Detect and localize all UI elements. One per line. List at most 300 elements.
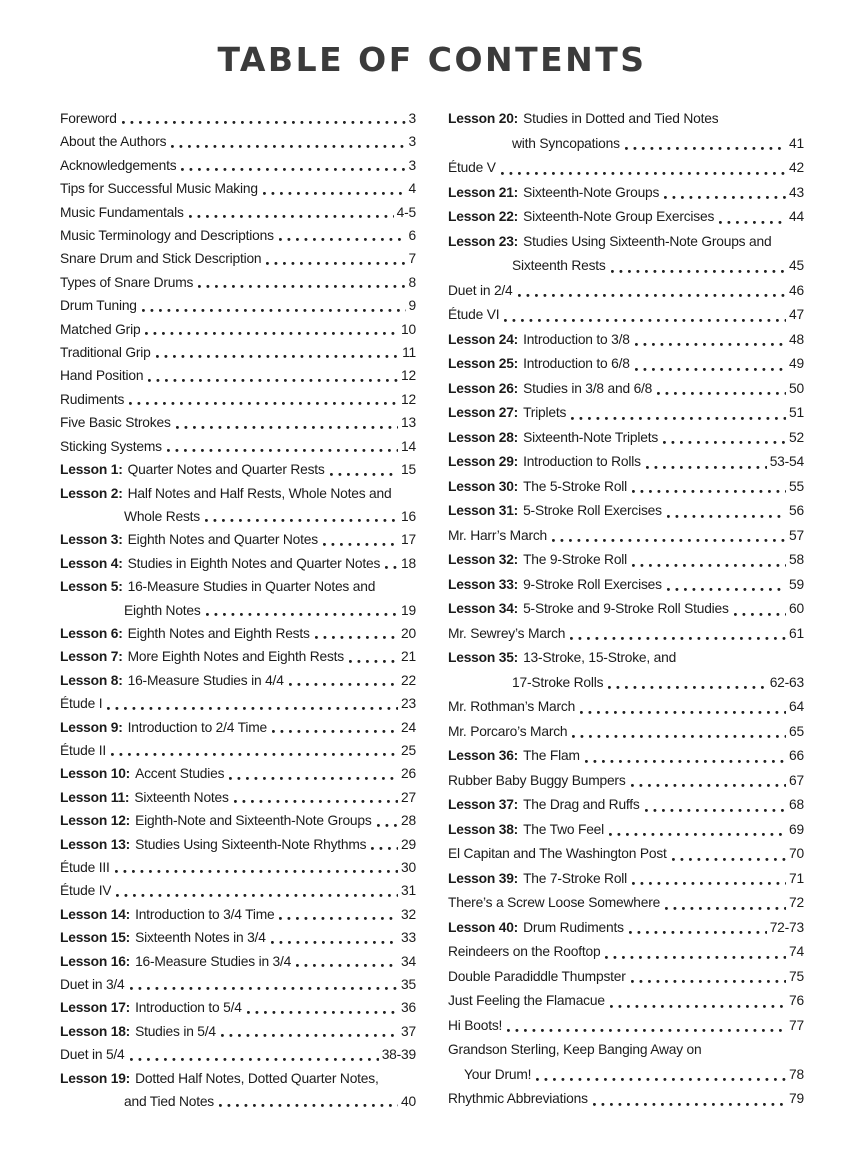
lesson-label: Lesson 6: — [60, 625, 123, 641]
toc-entry-line — [448, 450, 804, 475]
toc-entry — [60, 645, 416, 668]
lesson-label: Lesson 40: — [448, 919, 519, 935]
toc-entry — [60, 388, 416, 411]
page-number: 79 — [789, 1091, 804, 1106]
toc-entry-line — [448, 401, 804, 426]
page-number: 74 — [789, 944, 804, 959]
toc-entry — [448, 720, 804, 745]
dot-leader — [571, 417, 786, 420]
page-number: 70 — [789, 846, 804, 861]
toc-entry — [60, 575, 416, 622]
entry-title: 9-Stroke Roll Exercises — [523, 576, 662, 592]
page-number: 10 — [401, 321, 416, 337]
toc-entry — [448, 279, 804, 304]
entry-title: Introduction to 5/4 — [135, 1000, 242, 1016]
page-number: 30 — [401, 860, 416, 875]
dot-leader — [176, 426, 398, 429]
lesson-label: Lesson 18: — [60, 1023, 131, 1039]
page-number: 16 — [401, 508, 416, 524]
toc-entry-line — [448, 524, 804, 549]
dot-leader — [504, 319, 786, 322]
page-number: 11 — [402, 345, 416, 361]
dot-leader — [279, 917, 398, 920]
entry-title: Introduction to Rolls — [523, 454, 641, 469]
toc-entry — [60, 856, 416, 879]
toc-entry-line — [60, 224, 416, 247]
lesson-label: Lesson 17: — [60, 1000, 131, 1016]
dot-leader — [115, 870, 398, 873]
lesson-label: Lesson 36: — [448, 748, 519, 763]
toc-entry — [448, 499, 804, 524]
dot-leader — [145, 332, 398, 335]
dot-leader — [234, 800, 398, 803]
toc-entry — [60, 271, 416, 294]
entry-title: 16-Measure Studies in 3/4 — [135, 953, 292, 969]
dot-leader — [507, 1029, 786, 1032]
toc-entry — [448, 573, 804, 598]
entry-title: Types of Snare Drums — [60, 274, 194, 290]
toc-entry-line — [60, 903, 416, 926]
page-number: 48 — [789, 331, 804, 347]
page-number: 31 — [401, 883, 416, 899]
entry-title: Studies in Eighth Notes and Quarter Notes — [127, 555, 381, 571]
toc-entry-line — [60, 107, 416, 130]
toc-column-right — [448, 107, 804, 1113]
entry-title: Mr. Sewrey’s March — [448, 625, 566, 641]
toc-entry-line — [448, 230, 804, 255]
entry-title: Studies in 3/8 and 6/8 — [523, 380, 653, 396]
dot-leader — [632, 490, 786, 493]
page-number: 71 — [789, 870, 804, 886]
toc-entry-line — [448, 646, 804, 671]
dot-leader — [665, 907, 786, 910]
toc-entry-line — [60, 926, 416, 949]
toc-entry — [60, 1067, 416, 1114]
toc-entry-line — [448, 720, 804, 745]
toc-entry — [60, 716, 416, 739]
dot-leader — [635, 343, 786, 346]
entry-title: More Eighth Notes and Eighth Rests — [127, 649, 344, 665]
entry-title: Studies in Dotted and Tied Notes — [523, 111, 719, 126]
toc-entry-line — [448, 818, 804, 843]
page-number: 22 — [401, 672, 416, 688]
dot-leader — [572, 735, 786, 738]
toc-entry — [448, 940, 804, 965]
entry-title: Grandson Sterling, Keep Banging Away on — [448, 1042, 702, 1057]
entry-title: Traditional Grip — [60, 345, 151, 361]
toc-entry-continuation — [60, 1090, 416, 1113]
toc-entry-line — [448, 769, 804, 794]
dot-leader — [122, 121, 406, 124]
dot-leader — [206, 613, 398, 616]
dot-leader — [719, 221, 786, 224]
lesson-label: Lesson 3: — [60, 532, 123, 548]
lesson-label: Lesson 21: — [448, 184, 519, 200]
dot-leader — [130, 987, 399, 990]
toc-entry — [60, 926, 416, 949]
lesson-label: Lesson 24: — [448, 331, 519, 347]
lesson-label: Lesson 34: — [448, 601, 519, 616]
toc-entry — [448, 769, 804, 794]
entry-title: Mr. Porcaro’s March — [448, 723, 568, 739]
toc-entry — [448, 107, 804, 156]
entry-title: El Capitan and The Washington Post — [448, 846, 667, 861]
dot-leader — [667, 588, 786, 591]
entry-title: The Drag and Ruffs — [523, 797, 640, 812]
toc-entry-line — [448, 622, 804, 647]
dot-leader — [611, 270, 786, 273]
entry-title: Rudiments — [60, 391, 125, 407]
page-number: 75 — [789, 968, 804, 984]
toc-entry-line — [60, 973, 416, 996]
page-number: 37 — [401, 1023, 416, 1039]
dot-leader — [625, 147, 786, 150]
toc-entry-continuation — [448, 254, 804, 279]
page-number: 78 — [789, 1066, 804, 1082]
dot-leader — [536, 1078, 786, 1081]
entry-title: Drum Rudiments — [523, 919, 624, 935]
entry-title: Studies in 5/4 — [135, 1023, 216, 1039]
toc-entry — [448, 1087, 804, 1112]
dot-leader — [156, 355, 399, 358]
toc-entry-line — [60, 786, 416, 809]
toc-entry-line — [60, 833, 416, 856]
page-number: 53-54 — [769, 454, 804, 469]
page-number: 66 — [789, 748, 804, 763]
toc-entry — [448, 401, 804, 426]
page-number: 12 — [401, 391, 416, 407]
lesson-label: Lesson 27: — [448, 405, 519, 420]
page-number: 35 — [401, 977, 416, 993]
dot-leader — [645, 809, 786, 812]
entry-title: The Flam — [523, 748, 580, 763]
toc-entry-line — [60, 154, 416, 177]
dot-leader — [279, 238, 406, 241]
dot-leader — [631, 784, 787, 787]
entry-title: Matched Grip — [60, 321, 141, 337]
toc-entry — [448, 377, 804, 402]
toc-entry-line — [60, 669, 416, 692]
lesson-label: Lesson 16: — [60, 953, 131, 969]
entry-title: Duet in 2/4 — [448, 282, 513, 298]
toc-entry — [448, 303, 804, 328]
lesson-label: Lesson 23: — [448, 233, 519, 249]
toc-entry-line — [448, 842, 804, 867]
entry-title: Eighth-Note and Sixteenth-Note Groups — [135, 813, 372, 829]
page-number: 8 — [408, 274, 416, 290]
toc-entry — [448, 842, 804, 867]
dot-leader — [219, 1104, 398, 1107]
toc-entry — [448, 156, 804, 181]
entry-title-continued: 17-Stroke Rolls — [512, 674, 604, 690]
page-number: 29 — [401, 836, 416, 852]
dot-leader — [181, 168, 405, 171]
dot-leader — [198, 285, 405, 288]
toc-entry-line — [60, 528, 416, 551]
dot-leader — [171, 145, 405, 148]
toc-entry-line — [448, 597, 804, 622]
entry-title: Music Fundamentals — [60, 204, 184, 220]
toc-entry — [448, 548, 804, 573]
toc-entry — [60, 435, 416, 458]
toc-entry-line — [60, 716, 416, 739]
entry-title: Étude V — [448, 160, 496, 175]
lesson-label: Lesson 14: — [60, 906, 131, 922]
toc-entry-line — [448, 107, 804, 132]
entry-title: Reindeers on the Rooftop — [448, 944, 601, 959]
entry-title: 5-Stroke and 9-Stroke Roll Studies — [523, 601, 729, 616]
dot-leader — [570, 637, 786, 640]
toc-entry-line — [448, 867, 804, 892]
lesson-label: Lesson 7: — [60, 649, 123, 665]
toc-entry-line — [60, 435, 416, 458]
page-number: 42 — [789, 160, 804, 175]
toc-entry-line — [60, 575, 416, 598]
entry-title: Rhythmic Abbreviations — [448, 1091, 588, 1106]
entry-title: About the Authors — [60, 134, 167, 150]
dot-leader — [266, 262, 405, 265]
toc-entry-line — [60, 271, 416, 294]
page-number: 3 — [408, 157, 416, 173]
toc-entry-line — [448, 916, 804, 941]
lesson-label: Lesson 13: — [60, 836, 131, 852]
dot-leader — [205, 519, 398, 522]
toc-entry-line — [60, 1067, 416, 1090]
toc-entry-line — [448, 965, 804, 990]
toc-entry-line — [60, 247, 416, 270]
entry-title-continued: Sixteenth Rests — [512, 258, 606, 273]
lesson-label: Lesson 22: — [448, 209, 519, 224]
toc-entry — [448, 891, 804, 916]
entry-title: Étude II — [60, 742, 106, 758]
lesson-label: Lesson 2: — [60, 485, 123, 501]
page-number: 52 — [789, 429, 804, 445]
entry-title: Acknowledgements — [60, 157, 177, 173]
page-number: 19 — [401, 602, 416, 618]
dot-leader — [635, 368, 786, 371]
entry-title: The 7-Stroke Roll — [523, 870, 628, 886]
entry-title: Étude VI — [448, 307, 500, 322]
page-number: 36 — [401, 1000, 416, 1016]
toc-entry — [60, 622, 416, 645]
dot-leader — [377, 824, 398, 827]
dot-leader — [229, 777, 398, 780]
page-number: 76 — [789, 993, 804, 1008]
toc-entry — [448, 328, 804, 353]
page-number: 62-63 — [769, 674, 804, 690]
page-number: 38-39 — [381, 1047, 416, 1063]
toc-entry-line — [60, 388, 416, 411]
toc-entry-line — [448, 475, 804, 500]
dot-leader — [385, 566, 398, 569]
toc-entry — [448, 818, 804, 843]
dot-leader — [148, 379, 398, 382]
entry-title: Tips for Successful Music Making — [60, 181, 258, 197]
page-number: 45 — [789, 258, 804, 273]
toc-entry-line — [60, 692, 416, 715]
page-number: 33 — [401, 930, 416, 946]
toc-entry — [60, 809, 416, 832]
toc-entry — [448, 695, 804, 720]
toc-entry-line — [60, 1020, 416, 1043]
entry-title: Sixteenth Notes — [134, 789, 229, 805]
toc-entry — [60, 528, 416, 551]
toc-entry — [60, 1020, 416, 1043]
toc-entry — [60, 786, 416, 809]
toc-entry — [60, 364, 416, 387]
entry-title-continued: with Syncopations — [512, 135, 620, 151]
page-number: 47 — [789, 307, 804, 322]
toc-entry-line — [448, 744, 804, 769]
page-number: 15 — [401, 462, 416, 478]
toc-entry-line — [448, 573, 804, 598]
entry-title-continued: and Tied Notes — [124, 1094, 215, 1110]
toc-entry-line — [448, 548, 804, 573]
page-number: 14 — [401, 438, 416, 454]
toc-entry-line — [60, 879, 416, 902]
entry-title: Mr. Harr’s March — [448, 527, 548, 543]
toc-entry — [60, 692, 416, 715]
toc-entry-continuation — [60, 599, 416, 622]
dot-leader — [349, 660, 398, 663]
dot-leader — [221, 1034, 398, 1037]
dot-leader — [107, 707, 398, 710]
entry-title: Duet in 3/4 — [60, 977, 125, 993]
toc-entry-line — [448, 156, 804, 181]
page-number: 23 — [401, 696, 416, 712]
toc-entry-line — [60, 318, 416, 341]
entry-title: Eighth Notes and Quarter Notes — [127, 532, 318, 548]
page-number: 50 — [789, 380, 804, 396]
lesson-label: Lesson 31: — [448, 503, 519, 518]
page-number: 17 — [401, 532, 416, 548]
lesson-label: Lesson 9: — [60, 719, 123, 735]
toc-entry — [60, 177, 416, 200]
toc-entry-line — [60, 645, 416, 668]
toc-entry — [60, 411, 416, 434]
toc-entry-line — [60, 622, 416, 645]
toc-columns — [60, 107, 804, 1113]
dot-leader — [646, 466, 767, 469]
entry-title: Foreword — [60, 111, 117, 126]
toc-entry-line — [60, 552, 416, 575]
toc-entry-line — [60, 739, 416, 762]
dot-leader — [518, 294, 787, 297]
dot-leader — [629, 931, 767, 934]
toc-entry-line — [448, 1038, 804, 1063]
entry-title: Rubber Baby Buggy Bumpers — [448, 772, 626, 788]
page-number: 59 — [789, 576, 804, 592]
toc-column-left — [60, 107, 416, 1113]
dot-leader — [605, 956, 786, 959]
lesson-label: Lesson 35: — [448, 650, 519, 665]
page-number: 34 — [401, 953, 416, 969]
toc-entry — [60, 762, 416, 785]
dot-leader — [271, 941, 398, 944]
toc-entry — [60, 973, 416, 996]
toc-entry — [448, 450, 804, 475]
lesson-label: Lesson 39: — [448, 870, 519, 886]
entry-title: Music Terminology and Descriptions — [60, 228, 274, 244]
toc-entry-line — [448, 352, 804, 377]
lesson-label: Lesson 30: — [448, 478, 519, 494]
toc-entry-line — [448, 181, 804, 206]
toc-entry — [448, 475, 804, 500]
lesson-label: Lesson 29: — [448, 454, 519, 469]
toc-entry — [448, 867, 804, 892]
toc-entry-line — [60, 341, 416, 364]
page-title: TABLE OF CONTENTS — [217, 40, 647, 79]
toc-entry-line — [448, 377, 804, 402]
page-number: 3 — [408, 111, 416, 126]
toc-entry — [60, 996, 416, 1019]
toc-entry-continuation — [448, 132, 804, 157]
entry-title: Half Notes and Half Rests, Whole Notes and — [127, 485, 392, 501]
entry-title: Studies Using Sixteenth-Note Rhythms — [135, 836, 367, 852]
dot-leader — [734, 613, 786, 616]
toc-entry-line — [448, 989, 804, 1014]
page-number: 13 — [401, 415, 416, 431]
page-number: 72-73 — [769, 919, 804, 935]
toc-entry-line — [448, 891, 804, 916]
page-number: 60 — [789, 601, 804, 616]
dot-leader — [610, 1005, 786, 1008]
page-number: 67 — [789, 772, 804, 788]
toc-entry-line — [60, 809, 416, 832]
lesson-label: Lesson 4: — [60, 555, 123, 571]
lesson-label: Lesson 32: — [448, 552, 519, 567]
entry-title: Five Basic Strokes — [60, 415, 171, 431]
entry-title: Accent Studies — [135, 766, 225, 782]
page-number: 64 — [789, 699, 804, 714]
toc-entry — [60, 739, 416, 762]
page-number: 21 — [401, 649, 416, 665]
toc-entry — [60, 294, 416, 317]
entry-title: The 5-Stroke Roll — [523, 478, 628, 494]
entry-title: Étude IV — [60, 883, 112, 899]
lesson-label: Lesson 25: — [448, 356, 519, 371]
entry-title: Hi Boots! — [448, 1017, 503, 1033]
toc-entry — [448, 1014, 804, 1039]
entry-title: Dotted Half Notes, Dotted Quarter Notes, — [135, 1070, 379, 1086]
toc-entry — [60, 669, 416, 692]
toc-entry-line — [448, 303, 804, 328]
page-number: 27 — [401, 789, 416, 805]
entry-title: Just Feeling the Flamacue — [448, 993, 605, 1008]
lesson-label: Lesson 12: — [60, 813, 131, 829]
entry-title: Introduction to 3/8 — [523, 331, 630, 347]
toc-entry — [448, 793, 804, 818]
page-number: 43 — [789, 184, 804, 200]
dot-leader — [609, 833, 786, 836]
entry-title: There’s a Screw Loose Somewhere — [448, 895, 661, 910]
dot-leader — [142, 309, 406, 312]
dot-leader — [330, 473, 398, 476]
entry-title: 16-Measure Studies in Quarter Notes and — [127, 579, 376, 595]
toc-entry-line — [60, 177, 416, 200]
dot-leader — [632, 564, 786, 567]
dot-leader — [631, 980, 786, 983]
toc-entry — [448, 205, 804, 230]
toc-entry-line — [60, 1043, 416, 1066]
dot-leader — [632, 882, 786, 885]
toc-entry-line — [60, 411, 416, 434]
page-number: 32 — [401, 906, 416, 922]
page-number: 4 — [408, 181, 416, 197]
toc-entry-line — [60, 856, 416, 879]
page-number: 28 — [401, 813, 416, 829]
toc-entry-line — [60, 364, 416, 387]
